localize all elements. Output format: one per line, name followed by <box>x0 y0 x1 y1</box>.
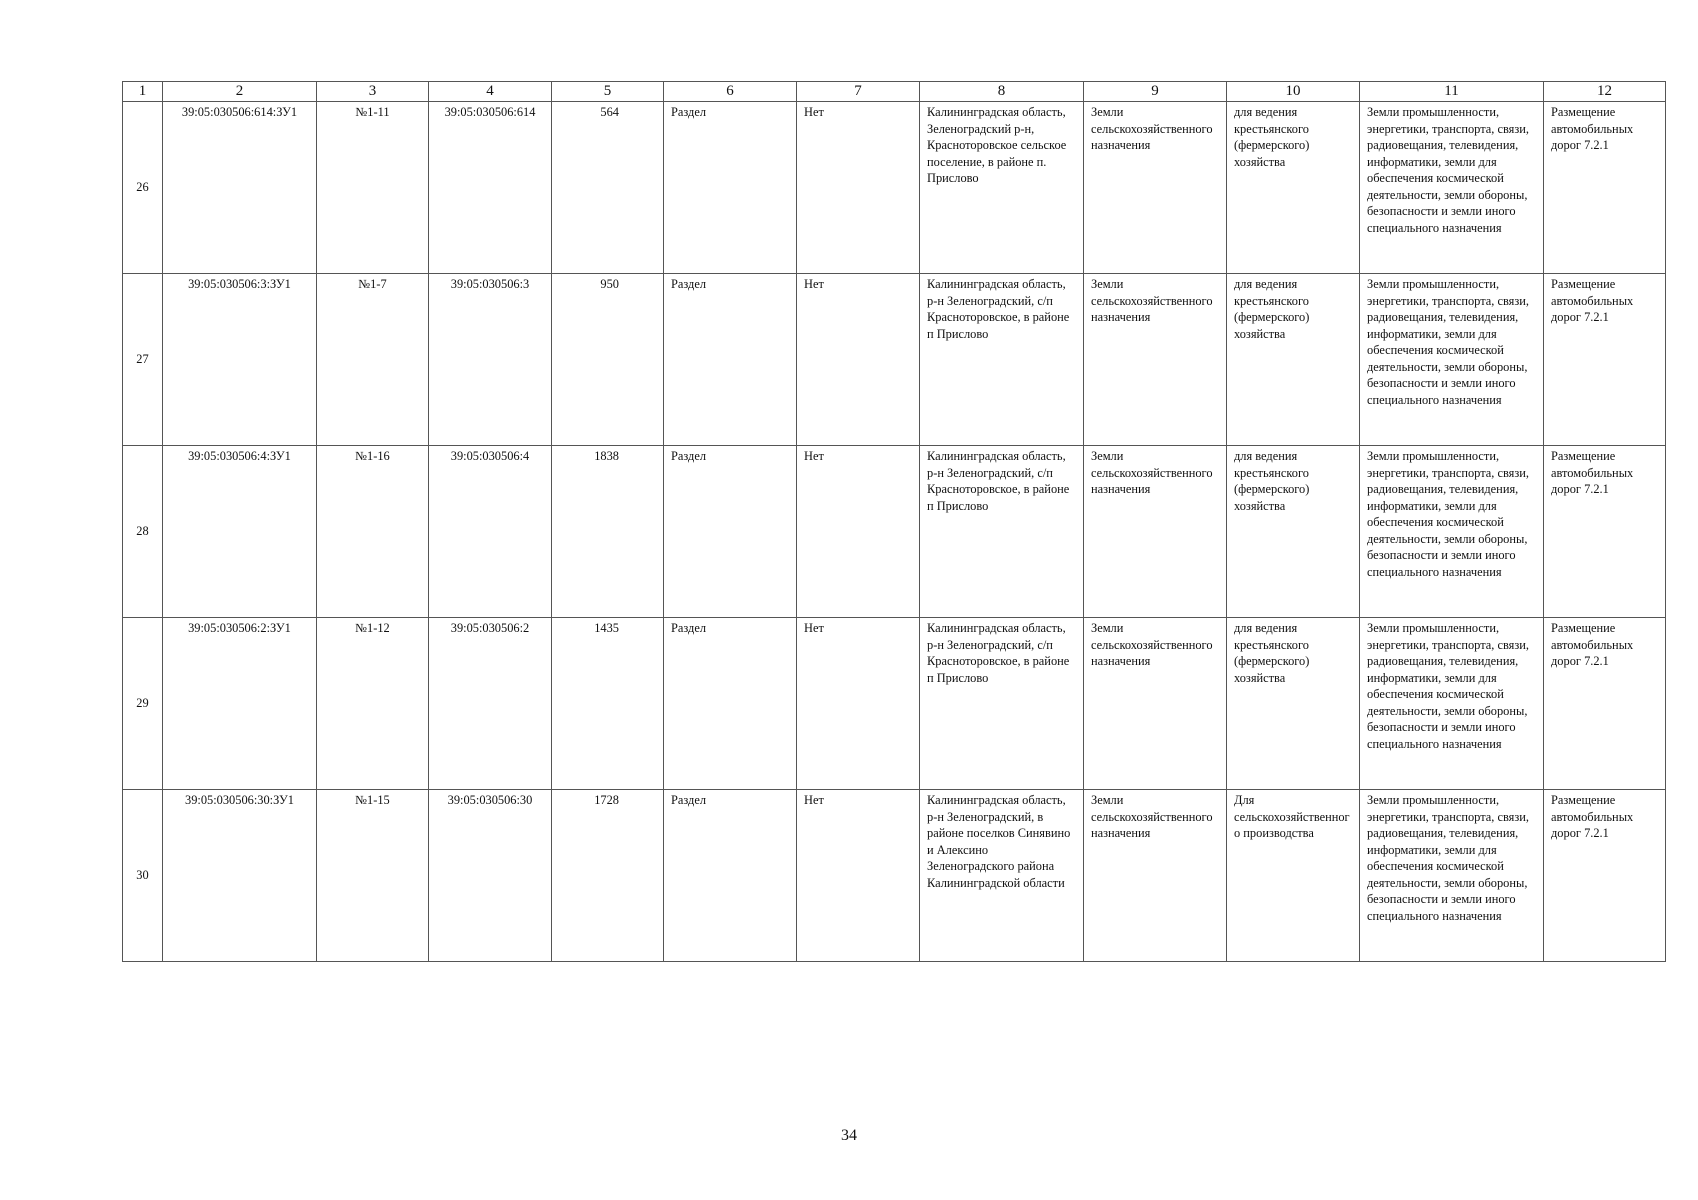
area-value: 1728 <box>552 790 664 962</box>
source-cadastral-number: 39:05:030506:2 <box>429 618 552 790</box>
address-cell: Калининградская область, р-н Зеленоградский, с/п Красноторовское, в районе п Прислово <box>920 446 1084 618</box>
new-land-category: Земли промышленности, энергетики, транспорта, связи, радиовещания, телевидения, информатики, земли для обеспечения космической деятельности, земли обороны, безопасности и земли иного специального назначения <box>1360 618 1544 790</box>
point-range: №1-16 <box>317 446 429 618</box>
new-permitted-use: Размещение автомобильных дорог 7.2.1 <box>1544 274 1666 446</box>
address-cell: Калининградская область, р-н Зеленоградский, с/п Красноторовское, в районе п Прислово <box>920 274 1084 446</box>
new-land-category: Земли промышленности, энергетики, транспорта, связи, радиовещания, телевидения, информатики, земли для обеспечения космической деятельности, земли обороны, безопасности и земли иного специального назначения <box>1360 790 1544 962</box>
flag-value: Нет <box>797 790 920 962</box>
address-cell: Калининградская область, р-н Зеленоградский, с/п Красноторовское, в районе п Прислово <box>920 618 1084 790</box>
permitted-use: для ведения крестьянского (фермерского) хозяйства <box>1227 274 1360 446</box>
flag-value: Нет <box>797 618 920 790</box>
formation-method: Раздел <box>664 102 797 274</box>
address-cell: Калининградская область, Зеленоградский р-н, Красноторовское сельское поселение, в районе п. Прислово <box>920 102 1084 274</box>
address-cell: Калининградская область, р-н Зеленоградский, в районе поселков Синявино и Алексино Зеленоградского района Калининградской области <box>920 790 1084 962</box>
new-permitted-use: Размещение автомобильных дорог 7.2.1 <box>1544 102 1666 274</box>
area-value: 1838 <box>552 446 664 618</box>
formation-method: Раздел <box>664 274 797 446</box>
point-range: №1-11 <box>317 102 429 274</box>
row-number: 30 <box>123 790 163 962</box>
formation-method: Раздел <box>664 790 797 962</box>
column-header: 8 <box>920 82 1084 102</box>
source-cadastral-number: 39:05:030506:3 <box>429 274 552 446</box>
flag-value: Нет <box>797 446 920 618</box>
column-header: 9 <box>1084 82 1227 102</box>
land-category: Земли сельскохозяйственного назначения <box>1084 618 1227 790</box>
formation-method: Раздел <box>664 618 797 790</box>
column-number-row <box>123 82 1666 102</box>
new-land-category: Земли промышленности, энергетики, транспорта, связи, радиовещания, телевидения, информатики, земли для обеспечения космической деятельности, земли обороны, безопасности и земли иного специального назначения <box>1360 274 1544 446</box>
table-row <box>123 102 1666 274</box>
land-category: Земли сельскохозяйственного назначения <box>1084 274 1227 446</box>
column-header: 3 <box>317 82 429 102</box>
new-cadastral-number: 39:05:030506:2:ЗУ1 <box>163 618 317 790</box>
table-row <box>123 446 1666 618</box>
table-row <box>123 274 1666 446</box>
new-land-category: Земли промышленности, энергетики, транспорта, связи, радиовещания, телевидения, информатики, земли для обеспечения космической деятельности, земли обороны, безопасности и земли иного специального назначения <box>1360 446 1544 618</box>
row-number: 26 <box>123 102 163 274</box>
point-range: №1-12 <box>317 618 429 790</box>
new-permitted-use: Размещение автомобильных дорог 7.2.1 <box>1544 446 1666 618</box>
land-plots-table <box>122 81 1666 962</box>
table-header <box>123 82 1666 102</box>
column-header: 2 <box>163 82 317 102</box>
flag-value: Нет <box>797 102 920 274</box>
column-header: 5 <box>552 82 664 102</box>
new-cadastral-number: 39:05:030506:4:ЗУ1 <box>163 446 317 618</box>
land-category: Земли сельскохозяйственного назначения <box>1084 446 1227 618</box>
new-cadastral-number: 39:05:030506:3:ЗУ1 <box>163 274 317 446</box>
table-row <box>123 790 1666 962</box>
point-range: №1-7 <box>317 274 429 446</box>
permitted-use: для ведения крестьянского (фермерского) хозяйства <box>1227 618 1360 790</box>
new-land-category: Земли промышленности, энергетики, транспорта, связи, радиовещания, телевидения, информатики, земли для обеспечения космической деятельности, земли обороны, безопасности и земли иного специального назначения <box>1360 102 1544 274</box>
land-category: Земли сельскохозяйственного назначения <box>1084 102 1227 274</box>
new-cadastral-number: 39:05:030506:614:ЗУ1 <box>163 102 317 274</box>
column-header: 12 <box>1544 82 1666 102</box>
table-row <box>123 618 1666 790</box>
column-header: 7 <box>797 82 920 102</box>
formation-method: Раздел <box>664 446 797 618</box>
area-value: 564 <box>552 102 664 274</box>
row-number: 28 <box>123 446 163 618</box>
row-number: 29 <box>123 618 163 790</box>
area-value: 1435 <box>552 618 664 790</box>
new-cadastral-number: 39:05:030506:30:ЗУ1 <box>163 790 317 962</box>
page-number: 34 <box>841 1127 857 1144</box>
permitted-use: для ведения крестьянского (фермерского) хозяйства <box>1227 102 1360 274</box>
new-permitted-use: Размещение автомобильных дорог 7.2.1 <box>1544 790 1666 962</box>
column-header: 10 <box>1227 82 1360 102</box>
column-header: 4 <box>429 82 552 102</box>
flag-value: Нет <box>797 274 920 446</box>
column-header: 11 <box>1360 82 1544 102</box>
permitted-use: для ведения крестьянского (фермерского) хозяйства <box>1227 446 1360 618</box>
source-cadastral-number: 39:05:030506:4 <box>429 446 552 618</box>
column-header: 6 <box>664 82 797 102</box>
column-header: 1 <box>123 82 163 102</box>
permitted-use: Для сельскохозяйственного производства <box>1227 790 1360 962</box>
source-cadastral-number: 39:05:030506:614 <box>429 102 552 274</box>
new-permitted-use: Размещение автомобильных дорог 7.2.1 <box>1544 618 1666 790</box>
point-range: №1-15 <box>317 790 429 962</box>
source-cadastral-number: 39:05:030506:30 <box>429 790 552 962</box>
land-category: Земли сельскохозяйственного назначения <box>1084 790 1227 962</box>
area-value: 950 <box>552 274 664 446</box>
row-number: 27 <box>123 274 163 446</box>
table-body <box>123 102 1666 962</box>
